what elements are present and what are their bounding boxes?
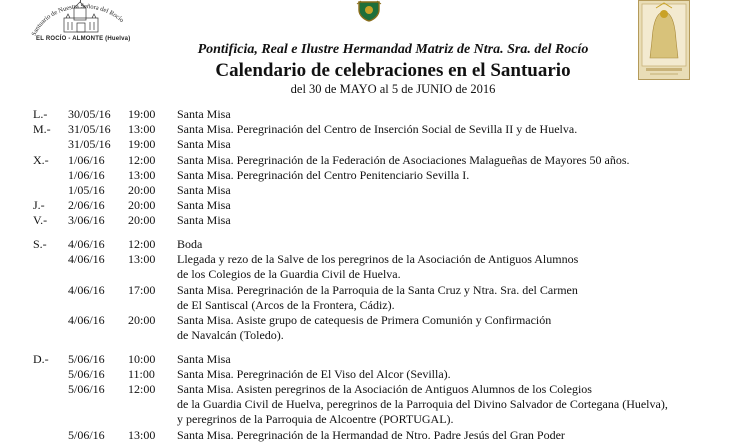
description-cell: Santa Misa. Peregrinación de El Viso del Alcor (Sevilla). — [177, 367, 451, 381]
schedule-row — [0, 267, 750, 282]
description-cell: Santa Misa. Peregrinación del Centro Penitenciario Sevilla I. — [177, 168, 470, 182]
schedule-row — [0, 428, 750, 443]
description-cell: Boda — [177, 237, 203, 251]
time-cell: 13:00 — [128, 122, 156, 136]
time-cell: 13:00 — [128, 428, 156, 442]
schedule-row — [0, 183, 750, 198]
date-cell: 4/06/16 — [68, 237, 105, 251]
date-cell: 5/06/16 — [68, 352, 105, 366]
time-cell: 17:00 — [128, 283, 156, 297]
time-cell: 19:00 — [128, 137, 156, 151]
day-label: J.- — [33, 198, 45, 212]
time-cell: 12:00 — [128, 237, 156, 251]
time-cell: 12:00 — [128, 382, 156, 396]
time-cell: 10:00 — [128, 352, 156, 366]
time-cell: 20:00 — [128, 213, 156, 227]
schedule-row — [0, 382, 750, 397]
date-cell: 4/06/16 — [68, 313, 105, 327]
description-cell: Santa Misa. Peregrinación del Centro de Inserción Social de Sevilla II y de Huelva. — [177, 122, 578, 136]
schedule-row — [0, 137, 750, 152]
description-cell: de El Santiscal (Arcos de la Frontera, Cádiz). — [177, 298, 395, 312]
schedule-row — [0, 367, 750, 382]
description-cell: de los Colegios de la Guardia Civil de Huelva. — [177, 267, 401, 281]
description-cell: Santa Misa. Peregrinación de la Hermandad de Ntro. Padre Jesús del Gran Poder — [177, 428, 565, 442]
description-cell: Santa Misa — [177, 198, 231, 212]
date-cell: 4/06/16 — [68, 283, 105, 297]
schedule-row — [0, 107, 750, 122]
date-cell: 5/06/16 — [68, 367, 105, 381]
date-cell: 1/05/16 — [68, 183, 105, 197]
day-label: X.- — [33, 153, 49, 167]
date-cell: 1/06/16 — [68, 168, 105, 182]
date-cell: 31/05/16 — [68, 137, 111, 151]
schedule-row — [0, 283, 750, 298]
schedule-row — [0, 298, 750, 313]
description-cell: de Navalcán (Toledo). — [177, 328, 284, 342]
description-cell: Santa Misa — [177, 107, 231, 121]
day-label: L.- — [33, 107, 48, 121]
schedule-row — [0, 328, 750, 343]
date-cell: 1/06/16 — [68, 153, 105, 167]
description-cell: Santa Misa. Peregrinación de la Parroquia de la Santa Cruz y Ntra. Sra. del Carmen — [177, 283, 578, 297]
description-cell: Santa Misa. Asiste grupo de catequesis de Primera Comunión y Confirmación — [177, 313, 552, 327]
schedule-row — [0, 198, 750, 213]
time-cell: 11:00 — [128, 367, 155, 381]
schedule-row — [0, 153, 750, 168]
time-cell: 13:00 — [128, 252, 156, 266]
day-label: D.- — [33, 352, 49, 366]
date-range: del 30 de MAYO al 5 de JUNIO de 2016 — [290, 82, 496, 96]
description-cell: Santa Misa. Asisten peregrinos de la Asociación de Antiguos Alumnos de los Colegios — [177, 382, 592, 396]
date-cell: 30/05/16 — [68, 107, 111, 121]
description-cell: Santa Misa — [177, 352, 231, 366]
date-cell: 3/06/16 — [68, 213, 105, 227]
date-cell: 5/06/16 — [68, 428, 105, 442]
description-cell: de la Guardia Civil de Huelva, peregrinos de la Parroquia del Divino Salvador de Cortegana (Huelva), — [177, 397, 668, 411]
brotherhood-subtitle: Pontificia, Real e Ilustre Hermandad Matriz de Ntra. Sra. del Rocío — [197, 42, 589, 57]
date-cell: 2/06/16 — [68, 198, 105, 212]
schedule-row — [0, 313, 750, 328]
date-cell: 4/06/16 — [68, 252, 105, 266]
schedule-row — [0, 352, 750, 367]
day-label: M.- — [33, 122, 51, 136]
logo-arc-text: Santuario de Nuestra Señora del Rocío — [30, 2, 126, 38]
time-cell: 20:00 — [128, 183, 156, 197]
page-title: Calendario de celebraciones en el Santuario — [215, 60, 571, 81]
schedule-row — [0, 397, 750, 412]
time-cell: 12:00 — [128, 153, 156, 167]
description-cell: y peregrinos de la Parroquia de Alcoentre (PORTUGAL). — [177, 412, 454, 426]
day-label: V.- — [33, 213, 48, 227]
schedule-row — [0, 237, 750, 252]
time-cell: 20:00 — [128, 198, 156, 212]
description-cell: Santa Misa — [177, 213, 231, 227]
schedule-row — [0, 252, 750, 267]
time-cell: 13:00 — [128, 168, 156, 182]
logo-caption: EL ROCÍO - ALMONTE (Huelva) — [36, 36, 131, 42]
schedule-row — [0, 122, 750, 137]
description-cell: Santa Misa. Peregrinación de la Federación de Asociaciones Malagueñas de Mayores 50 años. — [177, 153, 630, 167]
description-cell: Santa Misa — [177, 183, 231, 197]
date-cell: 5/06/16 — [68, 382, 105, 396]
date-cell: 31/05/16 — [68, 122, 111, 136]
crest-icon — [355, 0, 383, 22]
schedule-row — [0, 168, 750, 183]
description-cell: Santa Misa — [177, 137, 231, 151]
schedule-row — [0, 213, 750, 228]
time-cell: 20:00 — [128, 313, 156, 327]
schedule-row — [0, 412, 750, 427]
day-label: S.- — [33, 237, 47, 251]
description-cell: Llegada y rezo de la Salve de los peregrinos de la Asociación de Antiguos Alumnos — [177, 252, 579, 266]
time-cell: 19:00 — [128, 107, 156, 121]
